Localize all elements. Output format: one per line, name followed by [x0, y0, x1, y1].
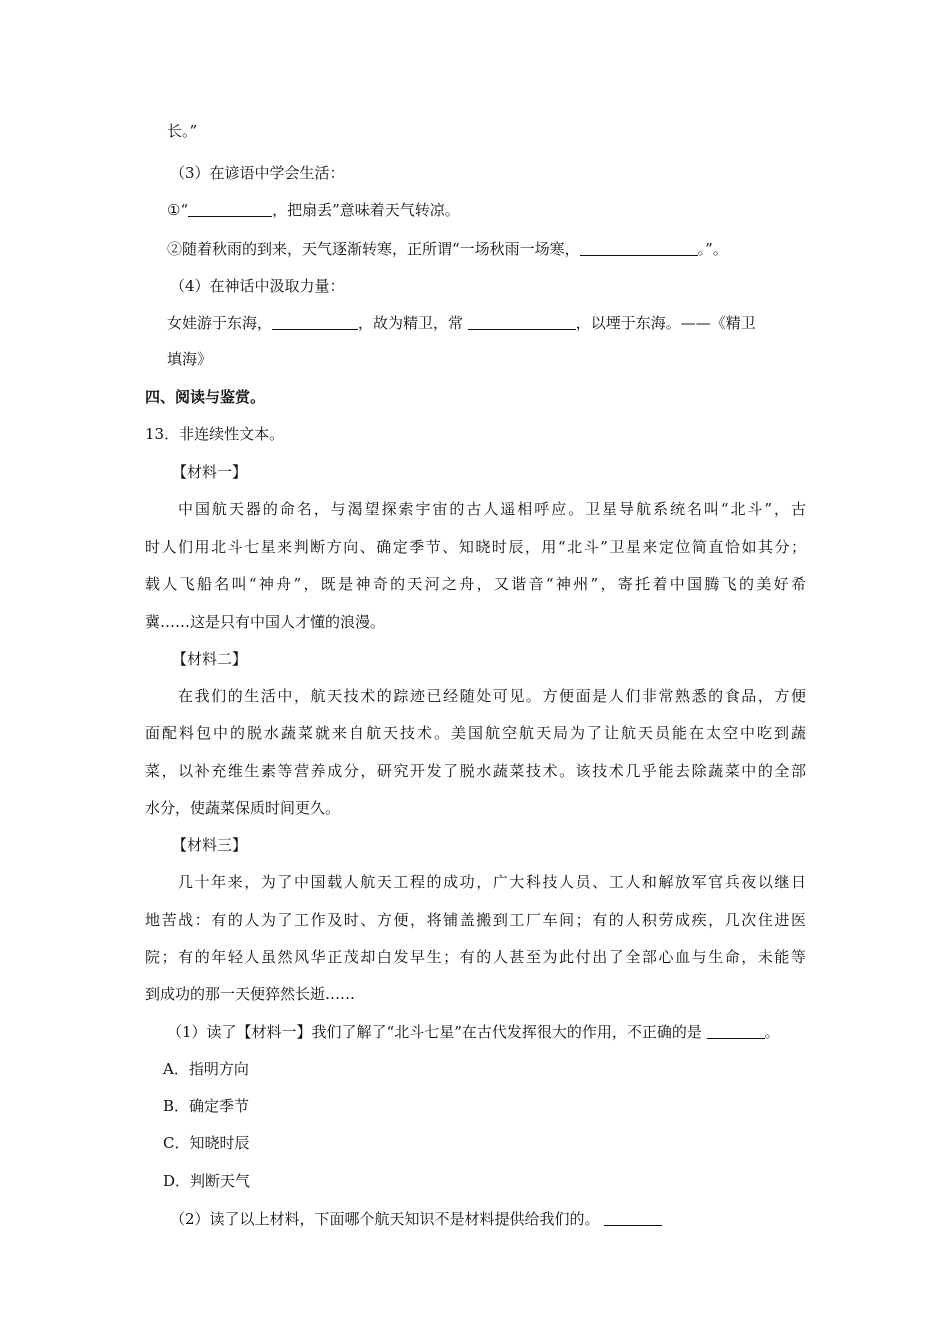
material2-line: 面配料包中的脱水蔬菜就来自航天技术。美国航空航天局为了让航天员能在太空中吃到蔬 — [145, 724, 806, 742]
material1-label: 【材料一】 — [172, 463, 248, 481]
q12-part4-title: （4）在神话中汲取力量： — [170, 277, 345, 295]
sub1-end: 。 — [764, 1023, 780, 1041]
option-c[interactable]: C．知晓时辰 — [163, 1134, 250, 1152]
material3-line: 地苦战：有的人为了工作及时、方便，将铺盖搬到工厂车间；有的人积劳成疾，几次住进医 — [145, 911, 806, 929]
q12-part3-item1 — [167, 199, 460, 221]
material2-label: 【材料二】 — [172, 650, 248, 668]
material3-label: 【材料三】 — [172, 836, 248, 854]
item1-suffix: ，把扇丢”意味着天气转凉。 — [272, 201, 460, 219]
material1-line: 载人飞船名叫“神舟”，既是神奇的天河之舟，又谐音“神州”，寄托着中国腾飞的美好希 — [145, 575, 806, 593]
blank-sub2[interactable] — [604, 1209, 662, 1226]
section-heading: 四、阅读与鉴赏。 — [145, 388, 266, 406]
q13-title: 13．非连续性文本。 — [145, 425, 285, 443]
q12-part3-item2 — [167, 238, 728, 260]
material1-line: 冀……这是只有中国人才懂的浪漫。 — [145, 613, 386, 631]
q12-part4-line2: 填海》 — [167, 350, 213, 368]
blank-sub1[interactable] — [707, 1022, 765, 1039]
material2-line: 水分，使蔬菜保质时间更久。 — [145, 799, 341, 817]
sub1-stem-line — [167, 1021, 780, 1043]
sub1-stem: （1）读了【材料一】我们了解了“北斗七星”在古代发挥很大的作用，不正确的是 — [167, 1023, 707, 1041]
option-a[interactable]: A．指明方向 — [163, 1060, 249, 1078]
q12-part3-title: （3）在谚语中学会生活： — [170, 164, 345, 182]
option-d[interactable]: D．判断天气 — [163, 1172, 251, 1190]
part4-text-a: 女娃游于东海， — [167, 314, 273, 332]
material3-line: 院；有的年轻人虽然风华正茂却白发早生；有的人甚至为此付出了全部心血与生命，未能等 — [145, 948, 806, 966]
material1-line: 中国航天器的命名，与渴望探索宇宙的古人遥相呼应。卫星导航系统名叫“北斗”，古 — [178, 500, 806, 518]
part4-text-c: ，以堙于东海。——《精卫 — [575, 314, 756, 332]
blank-part4-a[interactable] — [272, 313, 358, 330]
item1-prefix: ①“ — [167, 201, 189, 219]
part4-text-b: ，故为精卫，常 — [358, 314, 468, 332]
material1-line: 时人们用北斗七星来判断方向、确定季节、知晓时辰，用“北斗”卫星来定位简直恰如其分； — [145, 538, 806, 556]
material2-line: 菜，以补充维生素等营养成分，研究开发了脱水蔬菜技术。该技术几乎能去除蔬菜中的全部 — [145, 762, 806, 780]
q12-part4-line1 — [167, 312, 756, 334]
blank-item1[interactable] — [188, 200, 272, 217]
item2-suffix: 。”。 — [697, 240, 728, 258]
material2-line: 在我们的生活中，航天技术的踪迹已经随处可见。方便面是人们非常熟悉的食品，方便 — [178, 687, 806, 705]
item2-prefix: ②随着秋雨的到来，天气逐渐转寒，正所谓“一场秋雨一场寒， — [167, 240, 580, 258]
sub2-stem-line — [170, 1208, 662, 1230]
q12-tail-text: 长。” — [167, 122, 198, 140]
option-b[interactable]: B．确定季节 — [163, 1097, 250, 1115]
blank-item2[interactable] — [580, 239, 698, 256]
sub2-stem: （2）读了以上材料，下面哪个航天知识不是材料提供给我们的。 — [170, 1210, 605, 1228]
material3-line: 到成功的那一天便猝然长逝…… — [145, 985, 356, 1003]
material3-line: 几十年来，为了中国载人航天工程的成功，广大科技人员、工人和解放军官兵夜以继日 — [178, 873, 806, 891]
blank-part4-b[interactable] — [468, 313, 576, 330]
